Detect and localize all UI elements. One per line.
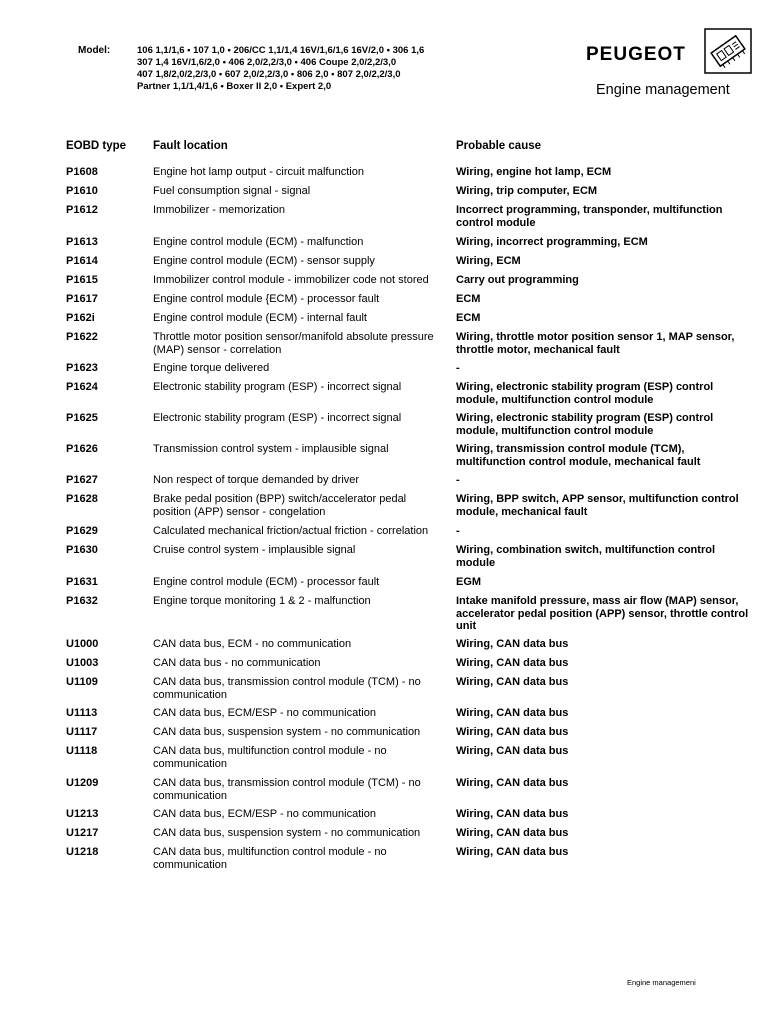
fault-code: P1626 [66, 443, 98, 455]
fault-code: P1613 [66, 236, 98, 248]
probable-cause: Wiring, CAN data bus [456, 707, 569, 719]
fault-code: P1612 [66, 204, 98, 216]
fault-code: U1217 [66, 827, 99, 839]
fault-code: P1630 [66, 544, 98, 556]
probable-cause: Wiring, CAN data bus [456, 726, 569, 738]
fault-code: U1113 [66, 707, 98, 719]
fault-location: Cruise control system - implausible signal [153, 544, 356, 556]
model-line: Partner 1,1/1,4/1,6 • Boxer II 2,0 • Expert 2,0 [137, 81, 332, 92]
fault-code: U1117 [66, 726, 98, 738]
fault-code: P1624 [66, 381, 98, 393]
probable-cause: Wiring, CAN data bus [456, 657, 569, 669]
column-header-fault-location: Fault location [153, 140, 228, 152]
fault-code: P1623 [66, 362, 98, 374]
fault-location: CAN data bus, suspension system - no communication [153, 726, 421, 738]
fault-code: P162i [66, 312, 95, 324]
fault-code: P1628 [66, 493, 98, 505]
probable-cause: ECM [456, 312, 481, 324]
fault-location: Immobilizer control module - immobilizer code not stored [153, 274, 429, 286]
fault-location: Immobilizer - memorization [153, 204, 286, 216]
fault-location: Engine control module (ECM) - internal fault [153, 312, 367, 324]
fault-code: P1615 [66, 274, 98, 286]
fault-code: P1632 [66, 595, 98, 607]
column-header-probable-cause: Probable cause [456, 140, 542, 152]
fault-location: CAN data bus, ECM/ESP - no communication [153, 808, 376, 820]
fault-code: U1109 [66, 676, 98, 688]
fault-location: Engine control module (ECM) - processor fault [153, 576, 380, 588]
fault-location: Engine torque monitoring 1 & 2 - malfunction [153, 595, 371, 607]
fault-location: Calculated mechanical friction/actual friction - correlation [153, 525, 429, 537]
fault-code: P1617 [66, 293, 98, 305]
fault-location: Brake pedal position (BPP) switch/accelerator pedal position (APP) sensor - congelation [153, 493, 407, 518]
fault-location: Engine torque delivered [153, 362, 270, 374]
probable-cause: Wiring, CAN data bus [456, 827, 569, 839]
probable-cause: Carry out programming [456, 274, 579, 286]
fault-code: U1118 [66, 745, 98, 757]
column-header-eobd: EOBD type [66, 140, 127, 152]
fault-location: CAN data bus, transmission control module (TCM) - no communication [153, 676, 421, 701]
brand-name: PEUGEOT [586, 44, 686, 65]
probable-cause: ECM [456, 293, 481, 305]
probable-cause: Wiring, trip computer, ECM [456, 185, 598, 197]
fault-location: Engine control module (ECM) - sensor supply [153, 255, 375, 267]
fault-code: P1629 [66, 525, 98, 537]
fault-location: Electronic stability program (ESP) - incorrect signal [153, 381, 402, 393]
probable-cause: Wiring, CAN data bus [456, 745, 569, 757]
model-line: 106 1,1/1,6 • 107 1,0 • 206/CC 1,1/1,4 16V/1,6/1,6 16V/2,0 • 306 1,6 [137, 45, 425, 56]
fault-location: CAN data bus, multifunction control module - no communication [153, 846, 387, 871]
probable-cause: Wiring, combination switch, multifunction control module [456, 544, 715, 569]
model-list [137, 45, 424, 93]
engine-control-unit-icon [704, 28, 752, 74]
fault-code: P1627 [66, 474, 98, 486]
probable-cause: Wiring, incorrect programming, ECM [456, 236, 648, 248]
fault-location: CAN data bus, suspension system - no communication [153, 827, 421, 839]
model-label: Model: [78, 45, 111, 56]
probable-cause: Wiring, CAN data bus [456, 638, 569, 650]
probable-cause: Wiring, electronic stability program (ESP) control module, multifunction control module [456, 412, 714, 437]
probable-cause: - [456, 362, 460, 374]
fault-code: U1218 [66, 846, 99, 858]
fault-code: U1003 [66, 657, 99, 669]
probable-cause: Incorrect programming, transponder, multifunction control module [456, 204, 723, 229]
fault-location: CAN data bus, multifunction control module - no communication [153, 745, 387, 770]
fault-location: CAN data bus - no communication [153, 657, 321, 669]
probable-cause: Wiring, transmission control module (TCM), multifunction control module, mechanical fault [456, 443, 701, 468]
fault-location: CAN data bus, ECM - no communication [153, 638, 352, 650]
probable-cause: - [456, 525, 460, 537]
fault-location: Fuel consumption signal - signal [153, 185, 311, 197]
probable-cause: Wiring, ECM [456, 255, 521, 267]
fault-code: P1631 [66, 576, 98, 588]
fault-code: P1625 [66, 412, 98, 424]
fault-location: Non respect of torque demanded by driver [153, 474, 360, 486]
fault-location: Throttle motor position sensor/manifold absolute pressure (MAP) sensor - correlation [153, 331, 434, 356]
probable-cause: Intake manifold pressure, mass air flow (MAP) sensor, accelerator pedal position (APP) sensor, throttle control unit [456, 595, 749, 632]
model-line: 307 1,4 16V/1,6/2,0 • 406 2,0/2,2/3,0 • 406 Coupe 2,0/2,2/3,0 [137, 57, 397, 68]
probable-cause: Wiring, throttle motor position sensor 1, MAP sensor, throttle motor, mechanical fault [456, 331, 735, 356]
fault-location: Engine control module {ECM) - processor fault [153, 293, 380, 305]
fault-code: P1614 [66, 255, 98, 267]
fault-location: Engine hot lamp output - circuit malfunction [153, 166, 364, 178]
probable-cause: EGM [456, 576, 482, 588]
fault-location: Electronic stability program (ESP) - incorrect signal [153, 412, 402, 424]
fault-location: Engine control module (ECM) - malfunction [153, 236, 364, 248]
probable-cause: Wiring, BPP switch, APP sensor, multifunction control module, mechanical fault [456, 493, 739, 518]
probable-cause: Wiring, electronic stability program (ESP) control module, multifunction control module [456, 381, 714, 406]
probable-cause: - [456, 474, 460, 486]
probable-cause: Wiring, CAN data bus [456, 777, 569, 789]
fault-code: U1213 [66, 808, 99, 820]
probable-cause: Wiring, engine hot lamp, ECM [456, 166, 612, 178]
fault-code: P1610 [66, 185, 98, 197]
model-line: 407 1,8/2,0/2,2/3,0 • 607 2,0/2,2/3,0 • 806 2,0 • 807 2,0/2,2/3,0 [137, 69, 401, 80]
fault-location: CAN data bus, ECM/ESP - no communication [153, 707, 376, 719]
fault-code: U1209 [66, 777, 99, 789]
fault-location: Transmission control system - implausible signal [153, 443, 389, 455]
footer-text: Engine managemeni [627, 978, 696, 987]
section-title: Engine management [596, 82, 730, 98]
probable-cause: Wiring, CAN data bus [456, 808, 569, 820]
fault-code: U1000 [66, 638, 99, 650]
probable-cause: Wiring, CAN data bus [456, 846, 569, 858]
fault-code: P1608 [66, 166, 98, 178]
fault-code: P1622 [66, 331, 98, 343]
probable-cause: Wiring, CAN data bus [456, 676, 569, 688]
fault-location: CAN data bus, transmission control module (TCM) - no communication [153, 777, 421, 802]
